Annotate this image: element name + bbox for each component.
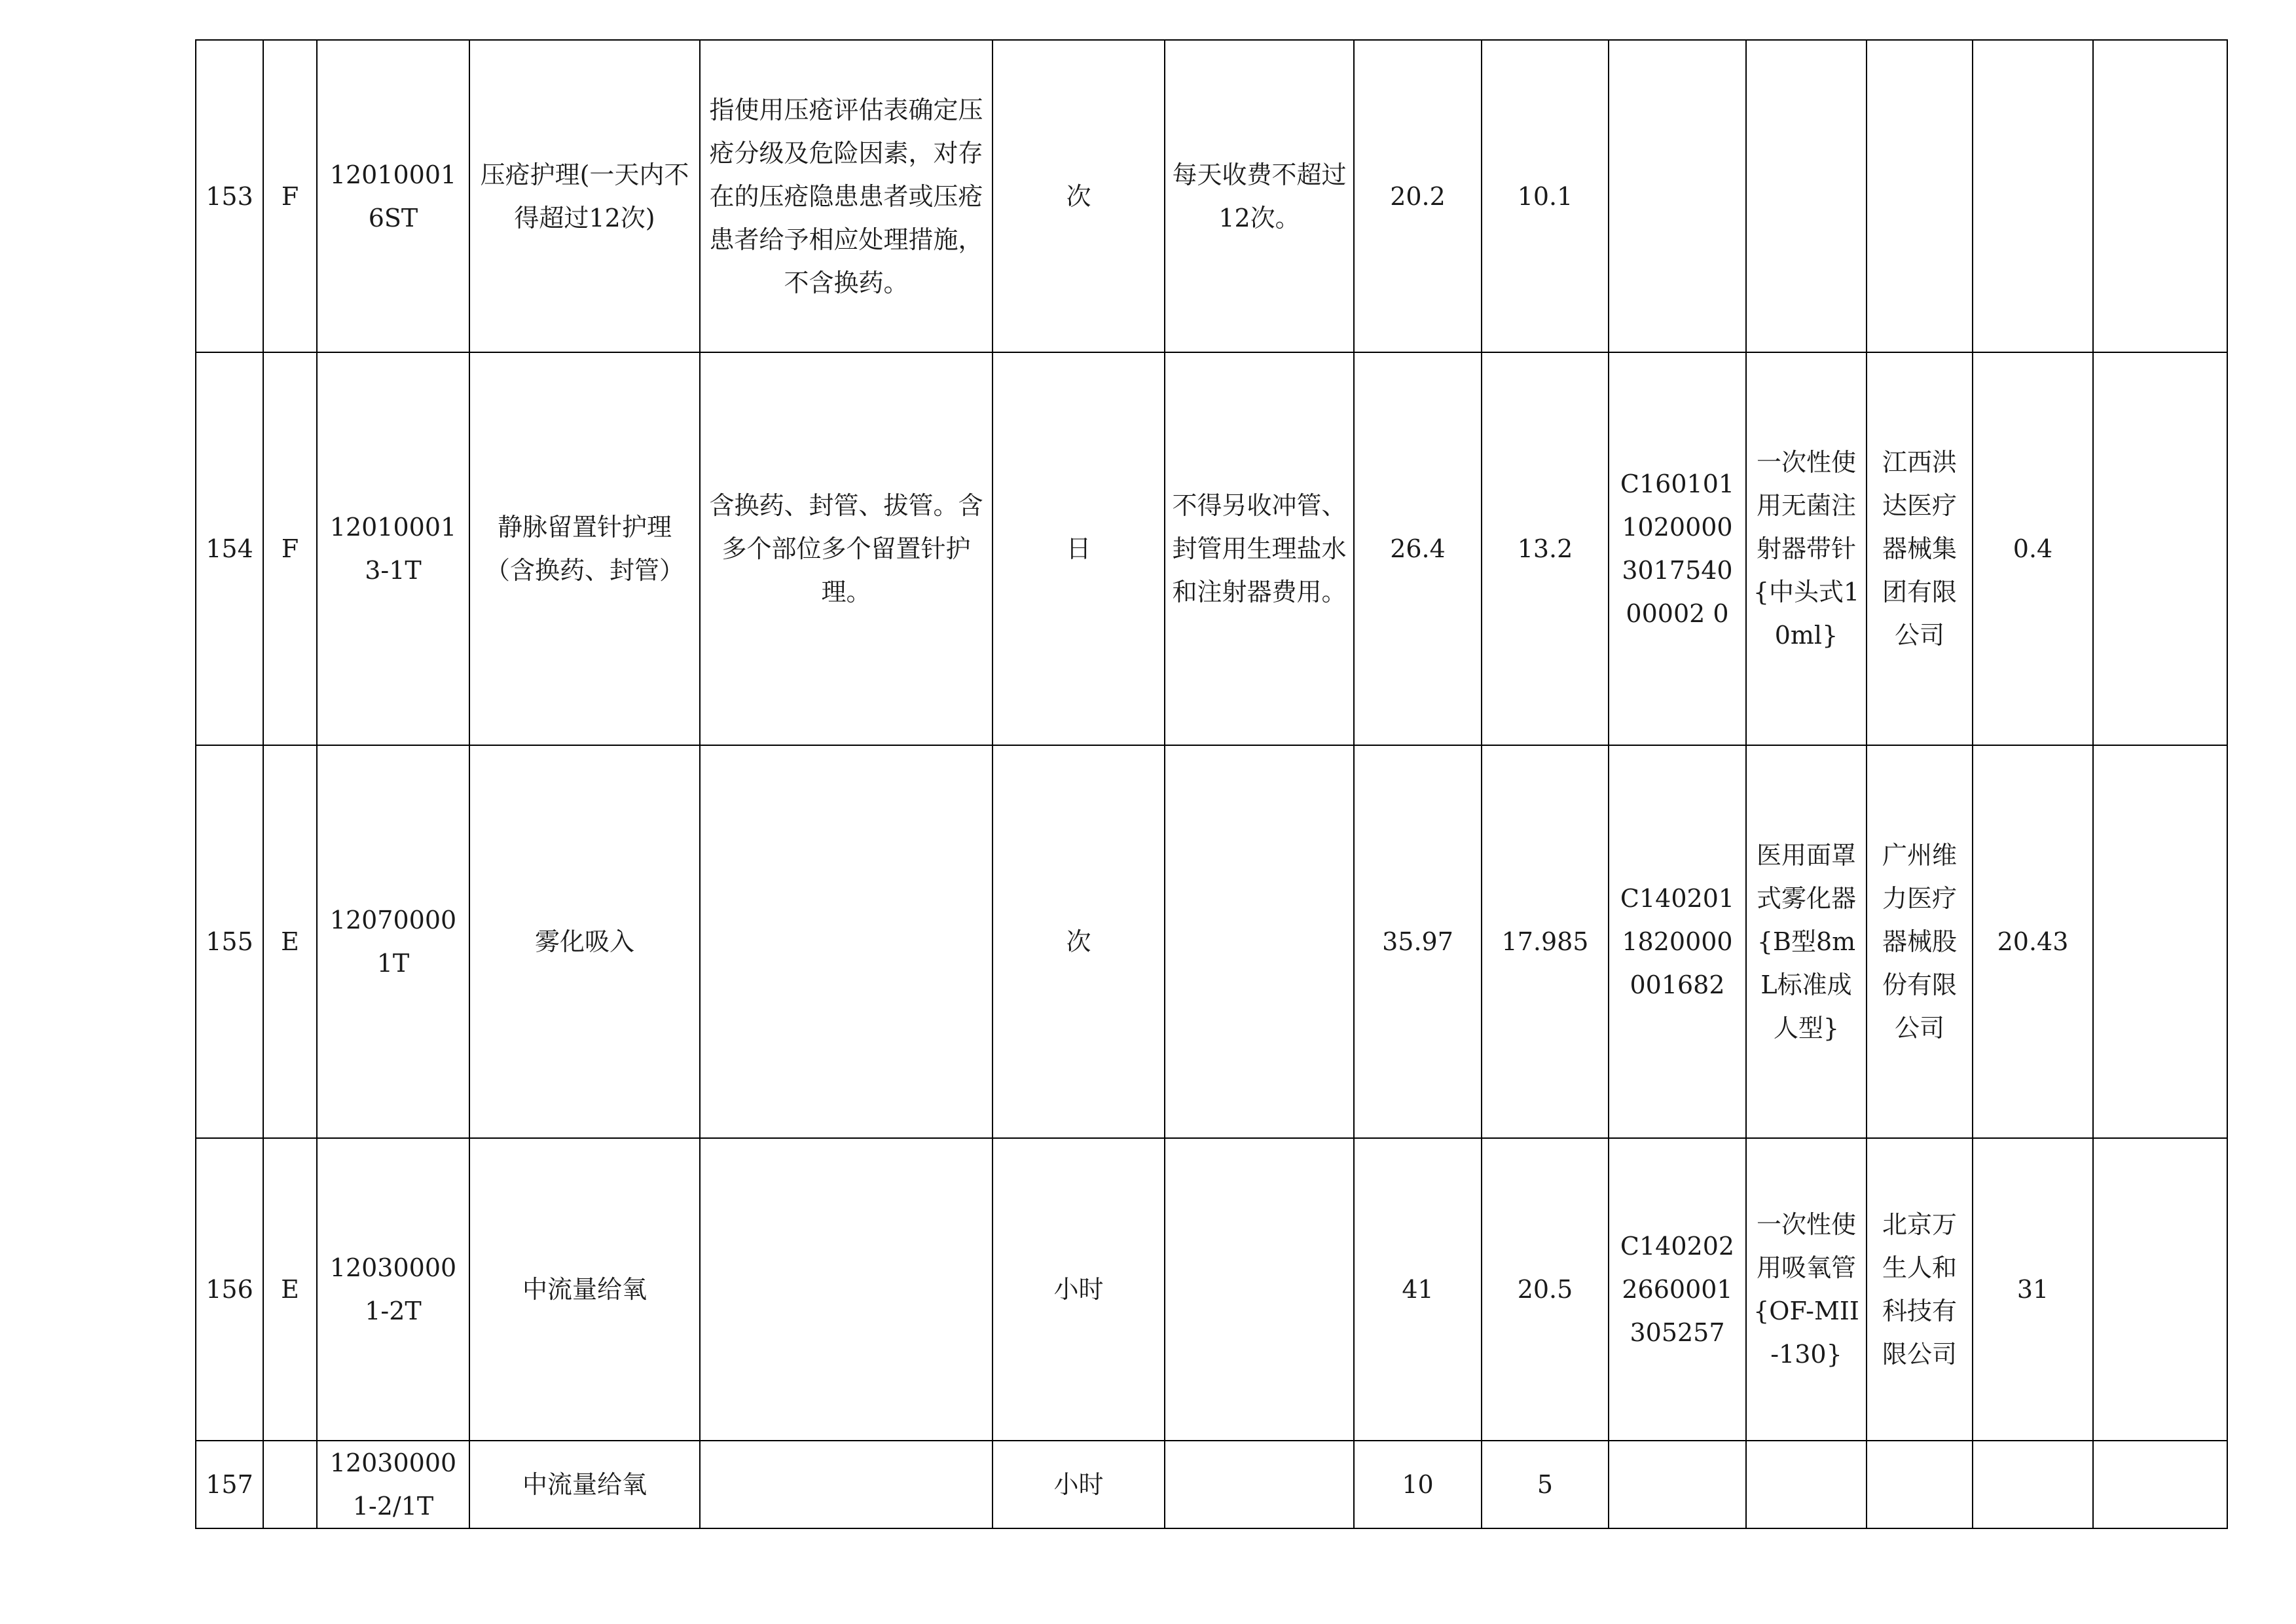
grade-cell: E [263, 745, 317, 1138]
material-price-cell [1973, 1441, 2093, 1528]
seq-cell: 154 [196, 352, 263, 745]
price-cell: 17.985 [1482, 745, 1609, 1138]
item-content-cell [700, 1441, 993, 1528]
price-cell: 20.5 [1482, 1138, 1609, 1441]
seq-cell: 155 [196, 745, 263, 1138]
code-cell: 120100013-1T [317, 352, 469, 745]
note-cell [1165, 1441, 1354, 1528]
item-name-cell: 静脉留置针护理（含换药、封管） [469, 352, 700, 745]
unit-cell: 日 [993, 352, 1165, 745]
unit-cell: 小时 [993, 1441, 1165, 1528]
material-price-cell [1973, 40, 2093, 352]
extra-cell [2093, 1441, 2227, 1528]
extra-cell [2093, 352, 2227, 745]
material-code-cell: C1601011020000301754000002 0 [1609, 352, 1746, 745]
manufacturer-cell: 北京万生人和科技有限公司 [1867, 1138, 1973, 1441]
price-cell: 41 [1354, 1138, 1482, 1441]
code-cell: 120300001-2T [317, 1138, 469, 1441]
unit-cell: 次 [993, 745, 1165, 1138]
manufacturer-cell [1867, 1441, 1973, 1528]
price-cell: 10 [1354, 1441, 1482, 1528]
manufacturer-cell: 广州维力医疗器械股份有限公司 [1867, 745, 1973, 1138]
material-code-cell: C1402011820000001682 [1609, 745, 1746, 1138]
table-row [196, 352, 2227, 745]
price-cell: 5 [1482, 1441, 1609, 1528]
material-code-cell [1609, 1441, 1746, 1528]
material-code-cell [1609, 40, 1746, 352]
code-cell: 120100016ST [317, 40, 469, 352]
material-price-cell: 20.43 [1973, 745, 2093, 1138]
material-price-cell: 0.4 [1973, 352, 2093, 745]
note-cell [1165, 745, 1354, 1138]
seq-cell: 153 [196, 40, 263, 352]
table-row [196, 1441, 2227, 1528]
grade-cell: F [263, 40, 317, 352]
grade-cell: F [263, 352, 317, 745]
item-name-cell: 中流量给氧 [469, 1138, 700, 1441]
material-name-cell: 一次性使用无菌注射器带针{中头式10ml} [1746, 352, 1867, 745]
table-row [196, 1138, 2227, 1441]
note-cell [1165, 1138, 1354, 1441]
seq-cell: 157 [196, 1441, 263, 1528]
material-code-cell: C1402022660001305257 [1609, 1138, 1746, 1441]
material-price-cell: 31 [1973, 1138, 2093, 1441]
item-name-cell: 压疮护理(一天内不得超过12次) [469, 40, 700, 352]
material-name-cell: 医用面罩式雾化器{B型8mL标准成人型} [1746, 745, 1867, 1138]
item-name-cell: 雾化吸入 [469, 745, 700, 1138]
item-content-cell [700, 745, 993, 1138]
price-cell: 35.97 [1354, 745, 1482, 1138]
fee-table [195, 39, 2228, 1529]
price-cell: 26.4 [1354, 352, 1482, 745]
table-row [196, 40, 2227, 352]
extra-cell [2093, 1138, 2227, 1441]
unit-cell: 次 [993, 40, 1165, 352]
code-cell: 120300001-2/1T [317, 1441, 469, 1528]
note-cell: 每天收费不超过12次。 [1165, 40, 1354, 352]
code-cell: 120700001T [317, 745, 469, 1138]
price-cell: 10.1 [1482, 40, 1609, 352]
material-name-cell [1746, 1441, 1867, 1528]
item-content-cell: 含换药、封管、拔管。含多个部位多个留置针护理。 [700, 352, 993, 745]
price-cell: 20.2 [1354, 40, 1482, 352]
grade-cell [263, 1441, 317, 1528]
table-row [196, 745, 2227, 1138]
note-cell: 不得另收冲管、封管用生理盐水和注射器费用。 [1165, 352, 1354, 745]
material-name-cell: 一次性使用吸氧管{OF-MII-130} [1746, 1138, 1867, 1441]
extra-cell [2093, 40, 2227, 352]
price-cell: 13.2 [1482, 352, 1609, 745]
item-name-cell: 中流量给氧 [469, 1441, 700, 1528]
item-content-cell: 指使用压疮评估表确定压疮分级及危险因素，对存在的压疮隐患患者或压疮患者给予相应处理措施，不含换药。 [700, 40, 993, 352]
grade-cell: E [263, 1138, 317, 1441]
unit-cell: 小时 [993, 1138, 1165, 1441]
manufacturer-cell [1867, 40, 1973, 352]
extra-cell [2093, 745, 2227, 1138]
manufacturer-cell: 江西洪达医疗器械集团有限公司 [1867, 352, 1973, 745]
item-content-cell [700, 1138, 993, 1441]
material-name-cell [1746, 40, 1867, 352]
seq-cell: 156 [196, 1138, 263, 1441]
